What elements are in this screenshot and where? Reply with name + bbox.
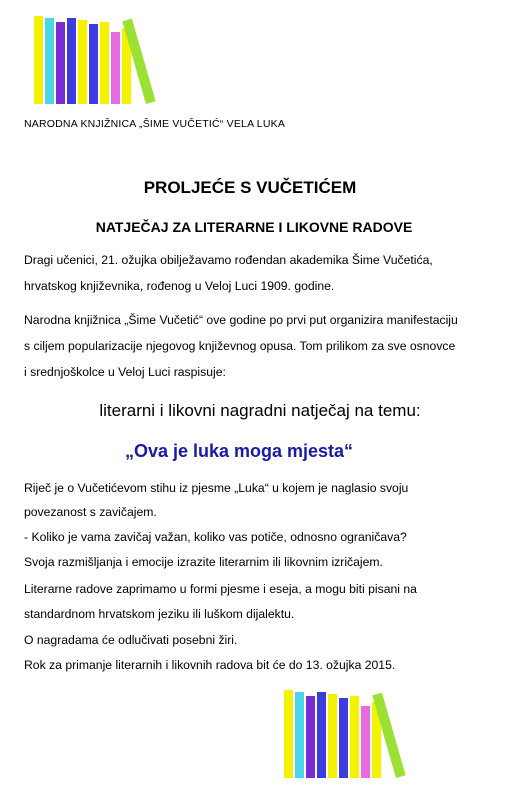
book-spine xyxy=(67,18,76,104)
book-spine xyxy=(34,16,43,104)
book-spine xyxy=(350,696,359,778)
body-line: Literarne radove zaprimamo u formi pjesme i eseja, a mogu biti pisani na xyxy=(24,582,417,596)
book-spine xyxy=(317,692,326,778)
book-spine xyxy=(45,18,54,104)
book-spine xyxy=(100,22,109,104)
books-logo-bottom xyxy=(284,688,434,778)
book-spine xyxy=(306,696,315,778)
body-line: standardnom hrvatskom jeziku ili luškom dijalektu. xyxy=(24,607,295,621)
body-line: Riječ je o Vučetićevom stihu iz pjesme „Luka“ u kojem je naglasio svoju xyxy=(24,481,409,495)
book-spine xyxy=(284,690,293,778)
body-line: povezanost s zavičajem. xyxy=(24,505,157,519)
book-spine xyxy=(111,32,120,104)
books-logo-top xyxy=(34,14,184,104)
theme-heading: literarni i likovni nagradni natječaj na temu: xyxy=(99,401,421,420)
book-spine xyxy=(89,24,98,104)
theme-quote: „Ova je luka moga mjesta“ xyxy=(124,441,354,461)
body-line: - Koliko je vama zavičaj važan, koliko vas potiče, odnosno ograničava? xyxy=(24,530,407,544)
intro-line: hrvatskog književnika, rođenog u Veloj Luci 1909. godine. xyxy=(24,279,335,293)
paragraph-line: i srednjoškolce u Veloj Luci raspisuje: xyxy=(24,365,226,379)
library-name: NARODNA KNJIŽNICA „ŠIME VUČETIĆ“ VELA LUKA xyxy=(24,118,286,130)
book-spine xyxy=(339,698,348,778)
page-title: PROLJEĆE S VUČETIĆEM xyxy=(143,178,357,197)
book-spine xyxy=(361,706,370,778)
body-line: O nagradama će odlučivati posebni žiri. xyxy=(24,633,238,647)
book-spine xyxy=(328,694,337,778)
page-subtitle: NATJEČAJ ZA LITERARNE I LIKOVNE RADOVE xyxy=(95,219,413,235)
body-line: Svoja razmišljanja i emocije izrazite literarnim ili likovnim izričajem. xyxy=(24,555,383,569)
body-line: Rok za primanje literarnih i likovnih radova bit će do 13. ožujka 2015. xyxy=(24,658,396,672)
book-spine xyxy=(56,22,65,104)
paragraph-line: s ciljem popularizacije njegovog književnog opusa. Tom prilikom za sve osnovce xyxy=(24,339,456,353)
intro-line: Dragi učenici, 21. ožujka obilježavamo rođendan akademika Šime Vučetića, xyxy=(24,253,433,267)
book-spine xyxy=(78,20,87,104)
book-spine xyxy=(295,692,304,778)
paragraph-line: Narodna knjižnica „Šime Vučetić“ ove godine po prvi put organizira manifestaciju xyxy=(24,313,458,327)
